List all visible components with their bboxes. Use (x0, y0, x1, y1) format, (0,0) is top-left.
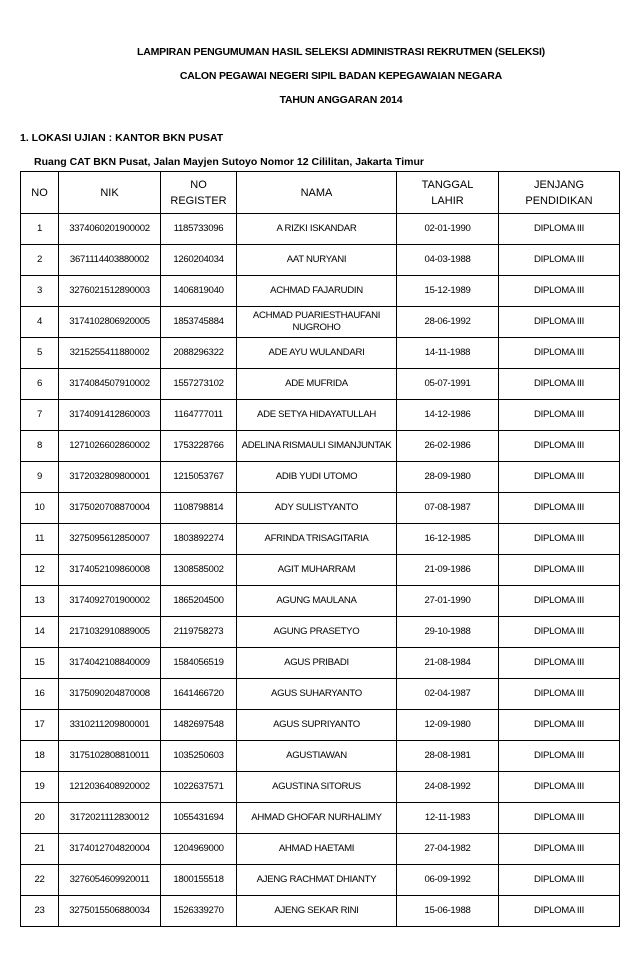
document-title-line-3: TAHUN ANGGARAN 2014 (279, 94, 403, 106)
cell-tanggal-lahir: 24-08-1992 (397, 772, 499, 803)
cell-register: 1526339270 (161, 896, 237, 927)
cell-jenjang-pendidikan: DIPLOMA III (499, 338, 620, 369)
cell-tanggal-lahir: 21-08-1984 (397, 648, 499, 679)
table-row (21, 431, 620, 462)
table-row (21, 803, 620, 834)
cell-register: 1022637571 (161, 772, 237, 803)
cell-nama: AHMAD GHOFAR NURHALIMY (237, 803, 397, 834)
cell-register: 1108798814 (161, 493, 237, 524)
column-header-tanggal-lahir: TANGGAL LAHIR (397, 172, 499, 214)
table-row (21, 896, 620, 927)
cell-nik: 3174091412860003 (59, 400, 161, 431)
cell-nik: 3310211209800001 (59, 710, 161, 741)
cell-no: 10 (21, 493, 59, 524)
cell-no: 7 (21, 400, 59, 431)
cell-tanggal-lahir: 04-03-1988 (397, 245, 499, 276)
cell-nik: 3174012704820004 (59, 834, 161, 865)
table-row (21, 555, 620, 586)
cell-tanggal-lahir: 02-04-1987 (397, 679, 499, 710)
document-title-line-2: CALON PEGAWAI NEGERI SIPIL BADAN KEPEGAWAIAN NEGARA (179, 70, 503, 82)
cell-no: 5 (21, 338, 59, 369)
cell-jenjang-pendidikan: DIPLOMA III (499, 524, 620, 555)
table-row (21, 307, 620, 338)
cell-nama: AGUS PRIBADI (237, 648, 397, 679)
table-row (21, 741, 620, 772)
column-header-jenjang-pendidikan: JENJANG PENDIDIKAN (499, 172, 620, 214)
cell-jenjang-pendidikan: DIPLOMA III (499, 617, 620, 648)
cell-nik: 1212036408920002 (59, 772, 161, 803)
column-header-register: NO REGISTER (161, 172, 237, 214)
cell-tanggal-lahir: 16-12-1985 (397, 524, 499, 555)
cell-nik: 3172021112830012 (59, 803, 161, 834)
cell-jenjang-pendidikan: DIPLOMA III (499, 865, 620, 896)
cell-nama: AGUSTIAWAN (237, 741, 397, 772)
exam-room-address: Ruang CAT BKN Pusat, Jalan Mayjen Sutoyo Nomor 12 Cililitan, Jakarta Timur (34, 156, 424, 168)
table-row (21, 276, 620, 307)
cell-nik: 3174042108840009 (59, 648, 161, 679)
cell-jenjang-pendidikan: DIPLOMA III (499, 896, 620, 927)
cell-register: 1185733096 (161, 214, 237, 245)
cell-jenjang-pendidikan: DIPLOMA III (499, 741, 620, 772)
cell-jenjang-pendidikan: DIPLOMA III (499, 555, 620, 586)
cell-nik: 3174102806920005 (59, 307, 161, 338)
cell-register: 1753228766 (161, 431, 237, 462)
cell-jenjang-pendidikan: DIPLOMA III (499, 431, 620, 462)
participants-table (20, 171, 620, 927)
cell-nik: 3172032809800001 (59, 462, 161, 493)
cell-nama: AHMAD HAETAMI (237, 834, 397, 865)
cell-nama: ACHMAD PUARIESTHAUFANI NUGROHO (237, 307, 397, 338)
section-title: 1. LOKASI UJIAN : KANTOR BKN PUSAT (20, 132, 224, 144)
cell-no: 20 (21, 803, 59, 834)
table-row (21, 865, 620, 896)
cell-nama: ADE AYU WULANDARI (237, 338, 397, 369)
cell-jenjang-pendidikan: DIPLOMA III (499, 369, 620, 400)
cell-tanggal-lahir: 28-08-1981 (397, 741, 499, 772)
cell-jenjang-pendidikan: DIPLOMA III (499, 214, 620, 245)
cell-jenjang-pendidikan: DIPLOMA III (499, 493, 620, 524)
cell-register: 1803892274 (161, 524, 237, 555)
cell-nama: ADE SETYA HIDAYATULLAH (237, 400, 397, 431)
column-header-nik: NIK (59, 172, 161, 214)
cell-nama: AFRINDA TRISAGITARIA (237, 524, 397, 555)
cell-nama: AGUS SUPRIYANTO (237, 710, 397, 741)
cell-nama: AGUNG PRASETYO (237, 617, 397, 648)
table-row (21, 710, 620, 741)
cell-nik: 3174052109860008 (59, 555, 161, 586)
cell-register: 1308585002 (161, 555, 237, 586)
cell-tanggal-lahir: 14-12-1986 (397, 400, 499, 431)
cell-tanggal-lahir: 05-07-1991 (397, 369, 499, 400)
cell-register: 1865204500 (161, 586, 237, 617)
document-title-line-1: LAMPIRAN PENGUMUMAN HASIL SELEKSI ADMINISTRASI REKRUTMEN (SELEKSI) (137, 46, 545, 58)
cell-no: 1 (21, 214, 59, 245)
cell-no: 22 (21, 865, 59, 896)
cell-jenjang-pendidikan: DIPLOMA III (499, 400, 620, 431)
cell-tanggal-lahir: 02-01-1990 (397, 214, 499, 245)
cell-nama: ADE MUFRIDA (237, 369, 397, 400)
cell-nama: AGUS SUHARYANTO (237, 679, 397, 710)
cell-register: 1164777011 (161, 400, 237, 431)
cell-tanggal-lahir: 12-11-1983 (397, 803, 499, 834)
cell-register: 1260204034 (161, 245, 237, 276)
cell-tanggal-lahir: 15-06-1988 (397, 896, 499, 927)
cell-nama: AGUSTINA SITORUS (237, 772, 397, 803)
cell-no: 12 (21, 555, 59, 586)
cell-jenjang-pendidikan: DIPLOMA III (499, 710, 620, 741)
cell-jenjang-pendidikan: DIPLOMA III (499, 462, 620, 493)
cell-register: 1482697548 (161, 710, 237, 741)
table-header-row (21, 172, 620, 214)
cell-no: 21 (21, 834, 59, 865)
cell-nik: 3374060201900002 (59, 214, 161, 245)
cell-tanggal-lahir: 14-11-1988 (397, 338, 499, 369)
cell-register: 1055431694 (161, 803, 237, 834)
cell-no: 18 (21, 741, 59, 772)
cell-register: 1204969000 (161, 834, 237, 865)
cell-nik: 3175090204870008 (59, 679, 161, 710)
cell-no: 9 (21, 462, 59, 493)
cell-nama: AGIT MUHARRAM (237, 555, 397, 586)
cell-register: 2088296322 (161, 338, 237, 369)
cell-nama: ADY SULISTYANTO (237, 493, 397, 524)
cell-no: 11 (21, 524, 59, 555)
cell-register: 1800155518 (161, 865, 237, 896)
table-row (21, 400, 620, 431)
cell-jenjang-pendidikan: DIPLOMA III (499, 276, 620, 307)
table-row (21, 586, 620, 617)
cell-nik: 3174092701900002 (59, 586, 161, 617)
table-row (21, 617, 620, 648)
cell-nik: 3671114403880002 (59, 245, 161, 276)
cell-no: 13 (21, 586, 59, 617)
column-header-no: NO (21, 172, 59, 214)
cell-no: 19 (21, 772, 59, 803)
cell-tanggal-lahir: 07-08-1987 (397, 493, 499, 524)
table-row (21, 524, 620, 555)
cell-no: 2 (21, 245, 59, 276)
cell-register: 1406819040 (161, 276, 237, 307)
table-row (21, 772, 620, 803)
cell-tanggal-lahir: 12-09-1980 (397, 710, 499, 741)
cell-no: 3 (21, 276, 59, 307)
cell-jenjang-pendidikan: DIPLOMA III (499, 648, 620, 679)
cell-nik: 3174084507910002 (59, 369, 161, 400)
cell-register: 1641466720 (161, 679, 237, 710)
table-row (21, 493, 620, 524)
column-header-nama: NAMA (237, 172, 397, 214)
cell-tanggal-lahir: 28-09-1980 (397, 462, 499, 493)
cell-nama: AJENG RACHMAT DHIANTY (237, 865, 397, 896)
cell-register: 1557273102 (161, 369, 237, 400)
cell-register: 1215053767 (161, 462, 237, 493)
cell-nik: 2171032910889005 (59, 617, 161, 648)
cell-no: 4 (21, 307, 59, 338)
cell-tanggal-lahir: 21-09-1986 (397, 555, 499, 586)
cell-jenjang-pendidikan: DIPLOMA III (499, 586, 620, 617)
cell-nama: AGUNG MAULANA (237, 586, 397, 617)
cell-jenjang-pendidikan: DIPLOMA III (499, 803, 620, 834)
cell-nik: 3276054609920011 (59, 865, 161, 896)
table-row (21, 834, 620, 865)
table-row (21, 648, 620, 679)
table-row (21, 214, 620, 245)
cell-nama: ADIB YUDI UTOMO (237, 462, 397, 493)
table-row (21, 245, 620, 276)
cell-no: 17 (21, 710, 59, 741)
cell-no: 6 (21, 369, 59, 400)
cell-tanggal-lahir: 28-06-1992 (397, 307, 499, 338)
cell-jenjang-pendidikan: DIPLOMA III (499, 772, 620, 803)
cell-jenjang-pendidikan: DIPLOMA III (499, 679, 620, 710)
cell-nik: 3276021512890003 (59, 276, 161, 307)
cell-no: 15 (21, 648, 59, 679)
cell-nik: 3175020708870004 (59, 493, 161, 524)
cell-register: 1584056519 (161, 648, 237, 679)
cell-nama: AAT NURYANI (237, 245, 397, 276)
cell-no: 16 (21, 679, 59, 710)
cell-nama: AJENG SEKAR RINI (237, 896, 397, 927)
cell-nama: A RIZKI ISKANDAR (237, 214, 397, 245)
cell-jenjang-pendidikan: DIPLOMA III (499, 834, 620, 865)
cell-nik: 3275015506880034 (59, 896, 161, 927)
cell-register: 1853745884 (161, 307, 237, 338)
cell-register: 2119758273 (161, 617, 237, 648)
cell-tanggal-lahir: 06-09-1992 (397, 865, 499, 896)
cell-tanggal-lahir: 15-12-1989 (397, 276, 499, 307)
cell-no: 14 (21, 617, 59, 648)
cell-nama: ADELINA RISMAULI SIMANJUNTAK (237, 431, 397, 462)
cell-no: 8 (21, 431, 59, 462)
cell-nik: 3215255411880002 (59, 338, 161, 369)
table-row (21, 462, 620, 493)
cell-tanggal-lahir: 29-10-1988 (397, 617, 499, 648)
cell-tanggal-lahir: 27-01-1990 (397, 586, 499, 617)
cell-nik: 3275095612850007 (59, 524, 161, 555)
table-row (21, 338, 620, 369)
table-row (21, 369, 620, 400)
cell-nama: ACHMAD FAJARUDIN (237, 276, 397, 307)
cell-no: 23 (21, 896, 59, 927)
cell-jenjang-pendidikan: DIPLOMA III (499, 307, 620, 338)
cell-nik: 3175102808810011 (59, 741, 161, 772)
table-row (21, 679, 620, 710)
cell-tanggal-lahir: 27-04-1982 (397, 834, 499, 865)
cell-jenjang-pendidikan: DIPLOMA III (499, 245, 620, 276)
cell-tanggal-lahir: 26-02-1986 (397, 431, 499, 462)
cell-nik: 1271026602860002 (59, 431, 161, 462)
cell-register: 1035250603 (161, 741, 237, 772)
